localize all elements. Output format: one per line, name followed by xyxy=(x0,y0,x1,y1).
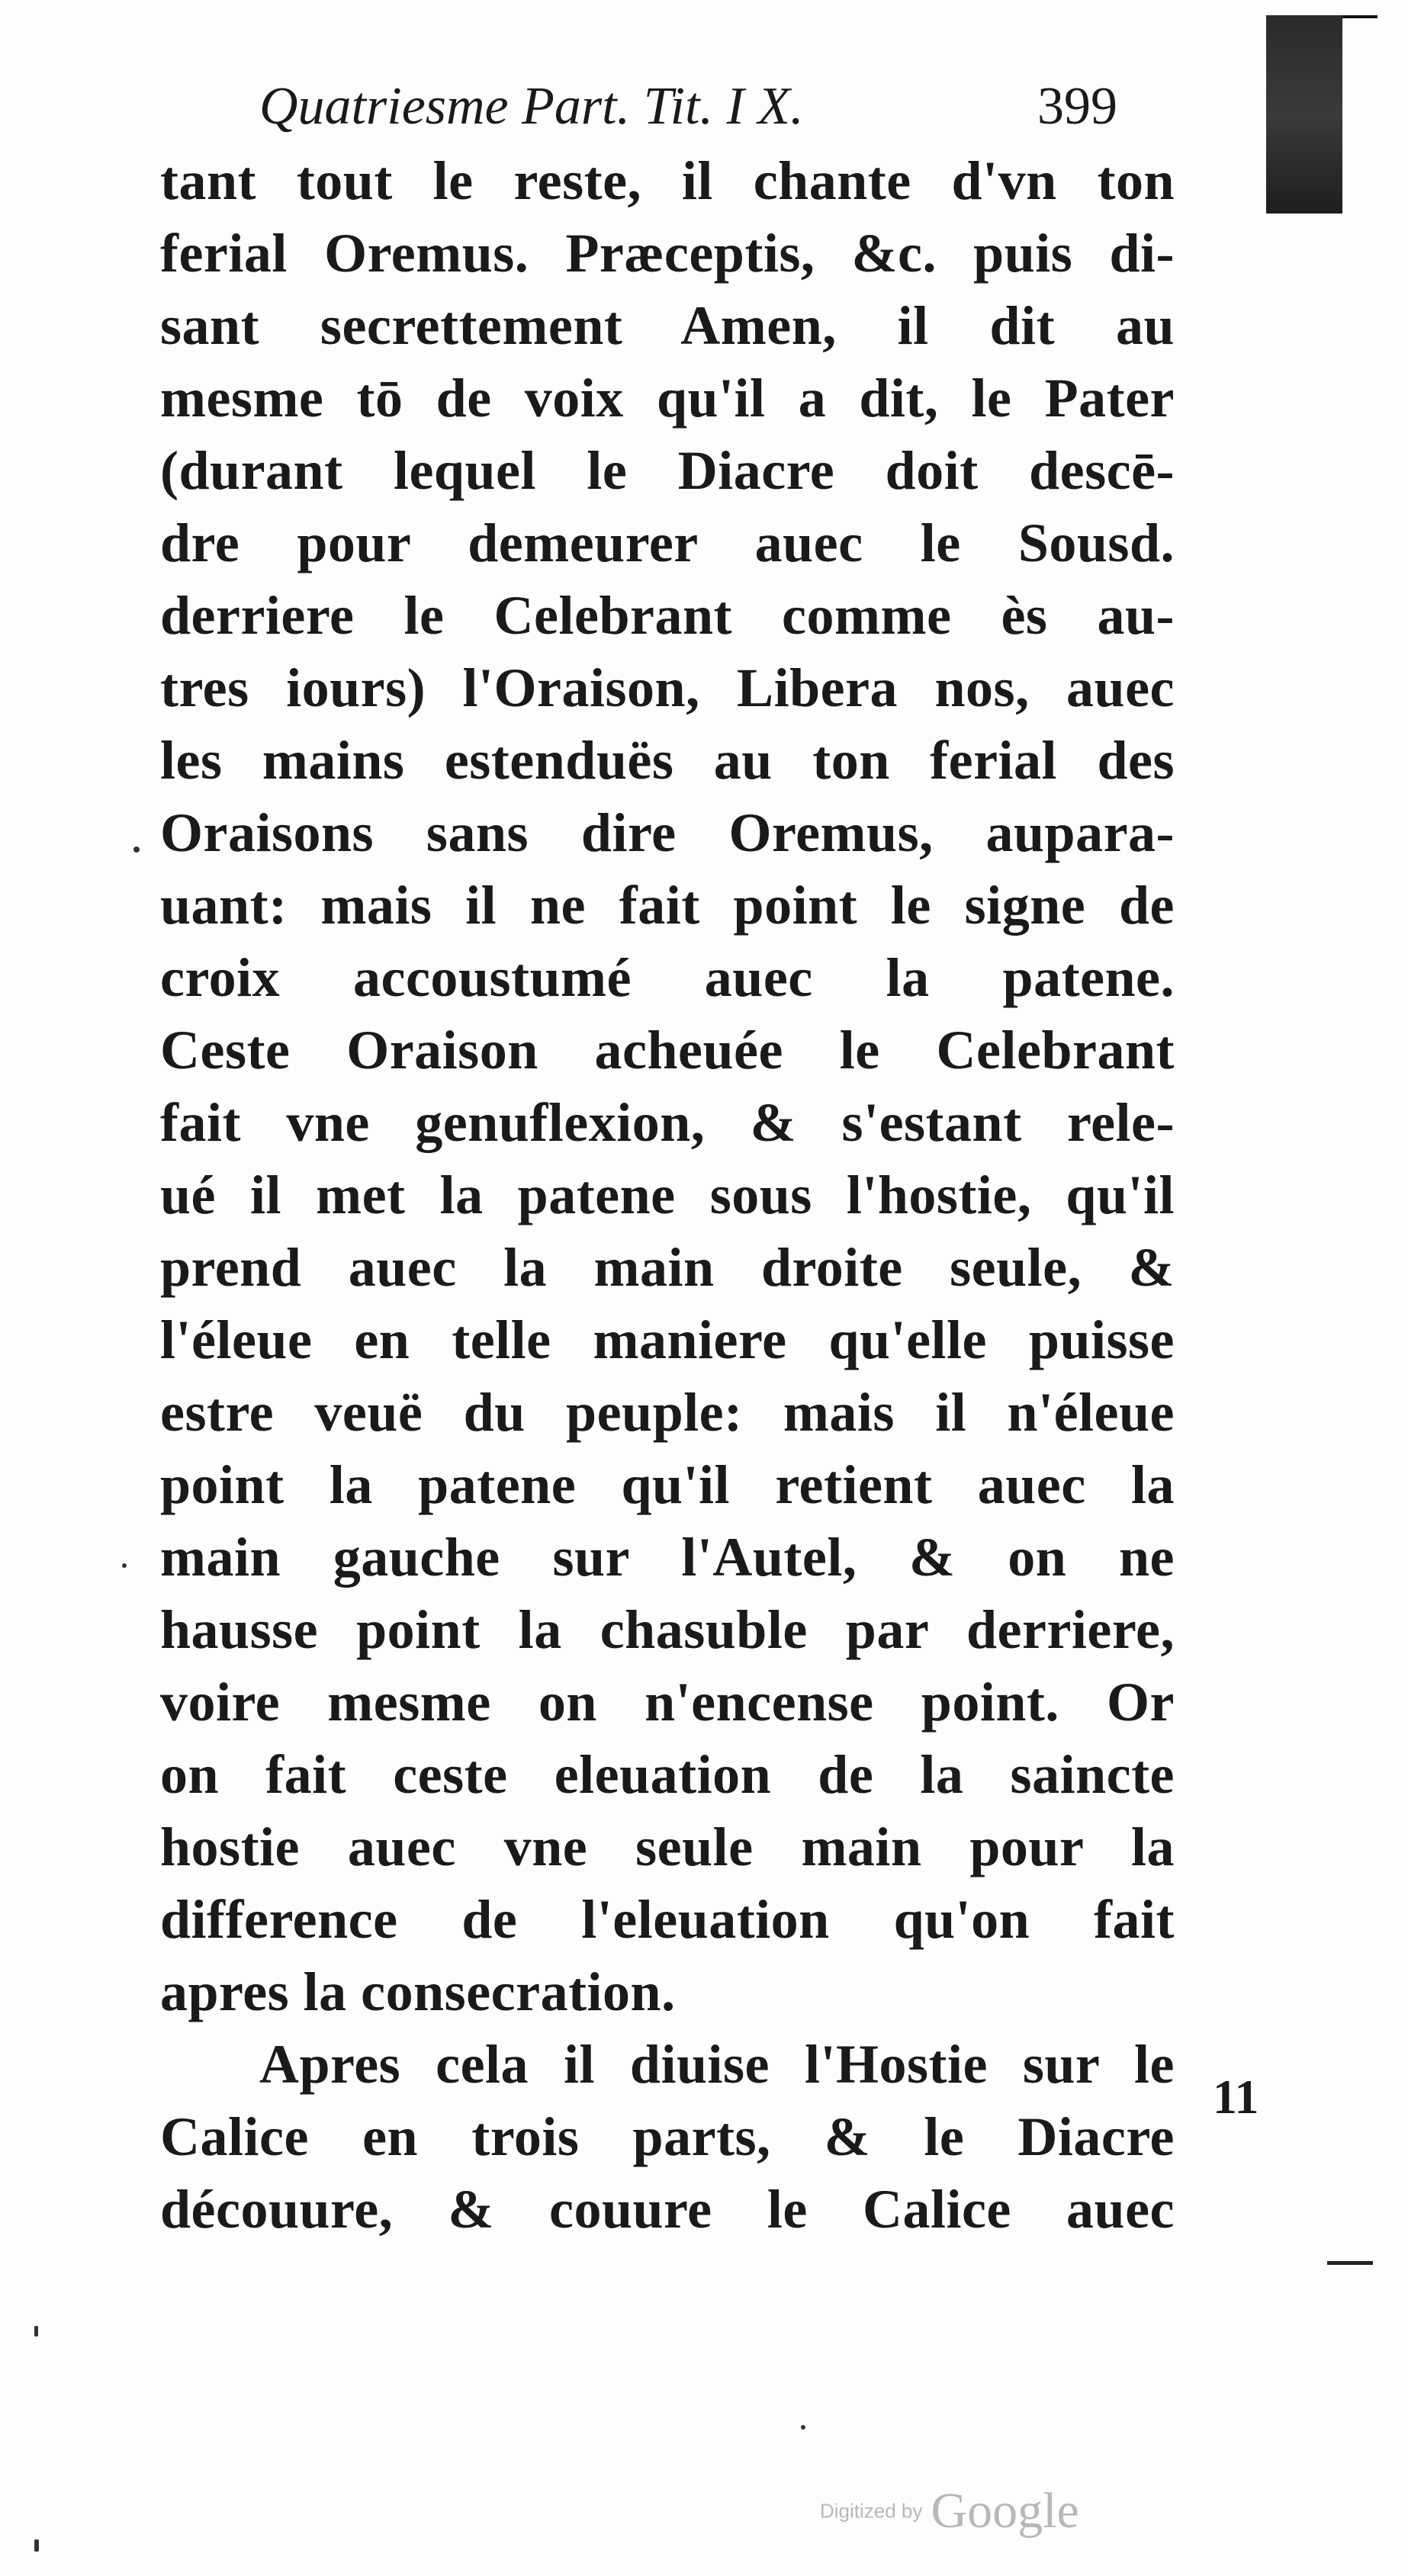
text-line: ué il met la patene sous l'hostie, qu'il xyxy=(160,1164,1175,1225)
digitized-by-watermark xyxy=(820,2482,1125,2543)
binding-edge-mark xyxy=(1342,15,1377,18)
binding-edge-shadow xyxy=(1266,15,1342,214)
text-line: fait vne genuflexion, & s'estant rele- xyxy=(160,1092,1175,1153)
text-line: les mains estenduës au ton ferial des xyxy=(160,730,1175,791)
ink-speck xyxy=(133,846,140,853)
text-line: uant: mais il ne fait point le signe de xyxy=(160,875,1175,936)
running-header xyxy=(259,76,1175,137)
text-line: sant secrettement Amen, il dit au xyxy=(160,295,1175,356)
text-line: prend auec la main droite seule, & xyxy=(160,1237,1175,1298)
body-text xyxy=(160,145,1175,2246)
text-line: hausse point la chasuble par derriere, xyxy=(160,1599,1175,1660)
watermark-prefix: Digitized by xyxy=(820,2499,923,2523)
ink-speck xyxy=(801,2425,805,2430)
text-line: dre pour demeurer auec le Sousd. xyxy=(160,512,1175,573)
text-line: apres la consecration. xyxy=(160,1961,676,2022)
ink-speck xyxy=(34,2539,39,2552)
page-number: 399 xyxy=(1037,77,1117,136)
text-line: mesme tō de voix qu'il a dit, le Pater xyxy=(160,368,1175,429)
text-line: (durant lequel le Diacre doit descē- xyxy=(160,440,1175,501)
paragraph-start-line: Apres cela il diuise l'Hostie sur le xyxy=(259,2034,1175,2095)
text-line: on fait ceste eleuation de la saincte xyxy=(160,1744,1175,1805)
text-line: Ceste Oraison acheuée le Celebrant xyxy=(160,1020,1175,1081)
text-line: difference de l'eleuation qu'on fait xyxy=(160,1889,1175,1950)
text-line: estre veuë du peuple: mais il n'éleue xyxy=(160,1382,1175,1443)
margin-note: 11 xyxy=(1213,2070,1259,2124)
text-line: ferial Oremus. Præceptis, &c. puis di- xyxy=(160,223,1175,284)
ink-speck xyxy=(122,1563,127,1568)
margin-mark xyxy=(1327,2261,1373,2265)
text-line: découure, & couure le Calice auec xyxy=(160,2179,1175,2240)
text-line: point la patene qu'il retient auec la xyxy=(160,1454,1175,1515)
text-line: hostie auec vne seule main pour la xyxy=(160,1816,1175,1877)
running-title: Quatriesme Part. Tit. I X. xyxy=(259,77,804,136)
ink-speck xyxy=(34,2326,38,2337)
text-line: voire mesme on n'encense point. Or xyxy=(160,1672,1175,1733)
text-line: derriere le Celebrant comme ès au- xyxy=(160,585,1175,646)
text-line: l'éleue en telle maniere qu'elle puisse xyxy=(160,1309,1175,1370)
text-line: tres iours) l'Oraison, Libera nos, auec xyxy=(160,657,1175,718)
text-line: main gauche sur l'Autel, & on ne xyxy=(160,1527,1175,1588)
google-logo-text: Google xyxy=(931,2483,1079,2539)
text-line: Calice en trois parts, & le Diacre xyxy=(160,2106,1175,2167)
text-line: croix accoustumé auec la patene. xyxy=(160,947,1175,1008)
text-line: Oraisons sans dire Oremus, aupara- xyxy=(160,802,1175,863)
text-line: tant tout le reste, il chante d'vn ton xyxy=(160,150,1175,211)
